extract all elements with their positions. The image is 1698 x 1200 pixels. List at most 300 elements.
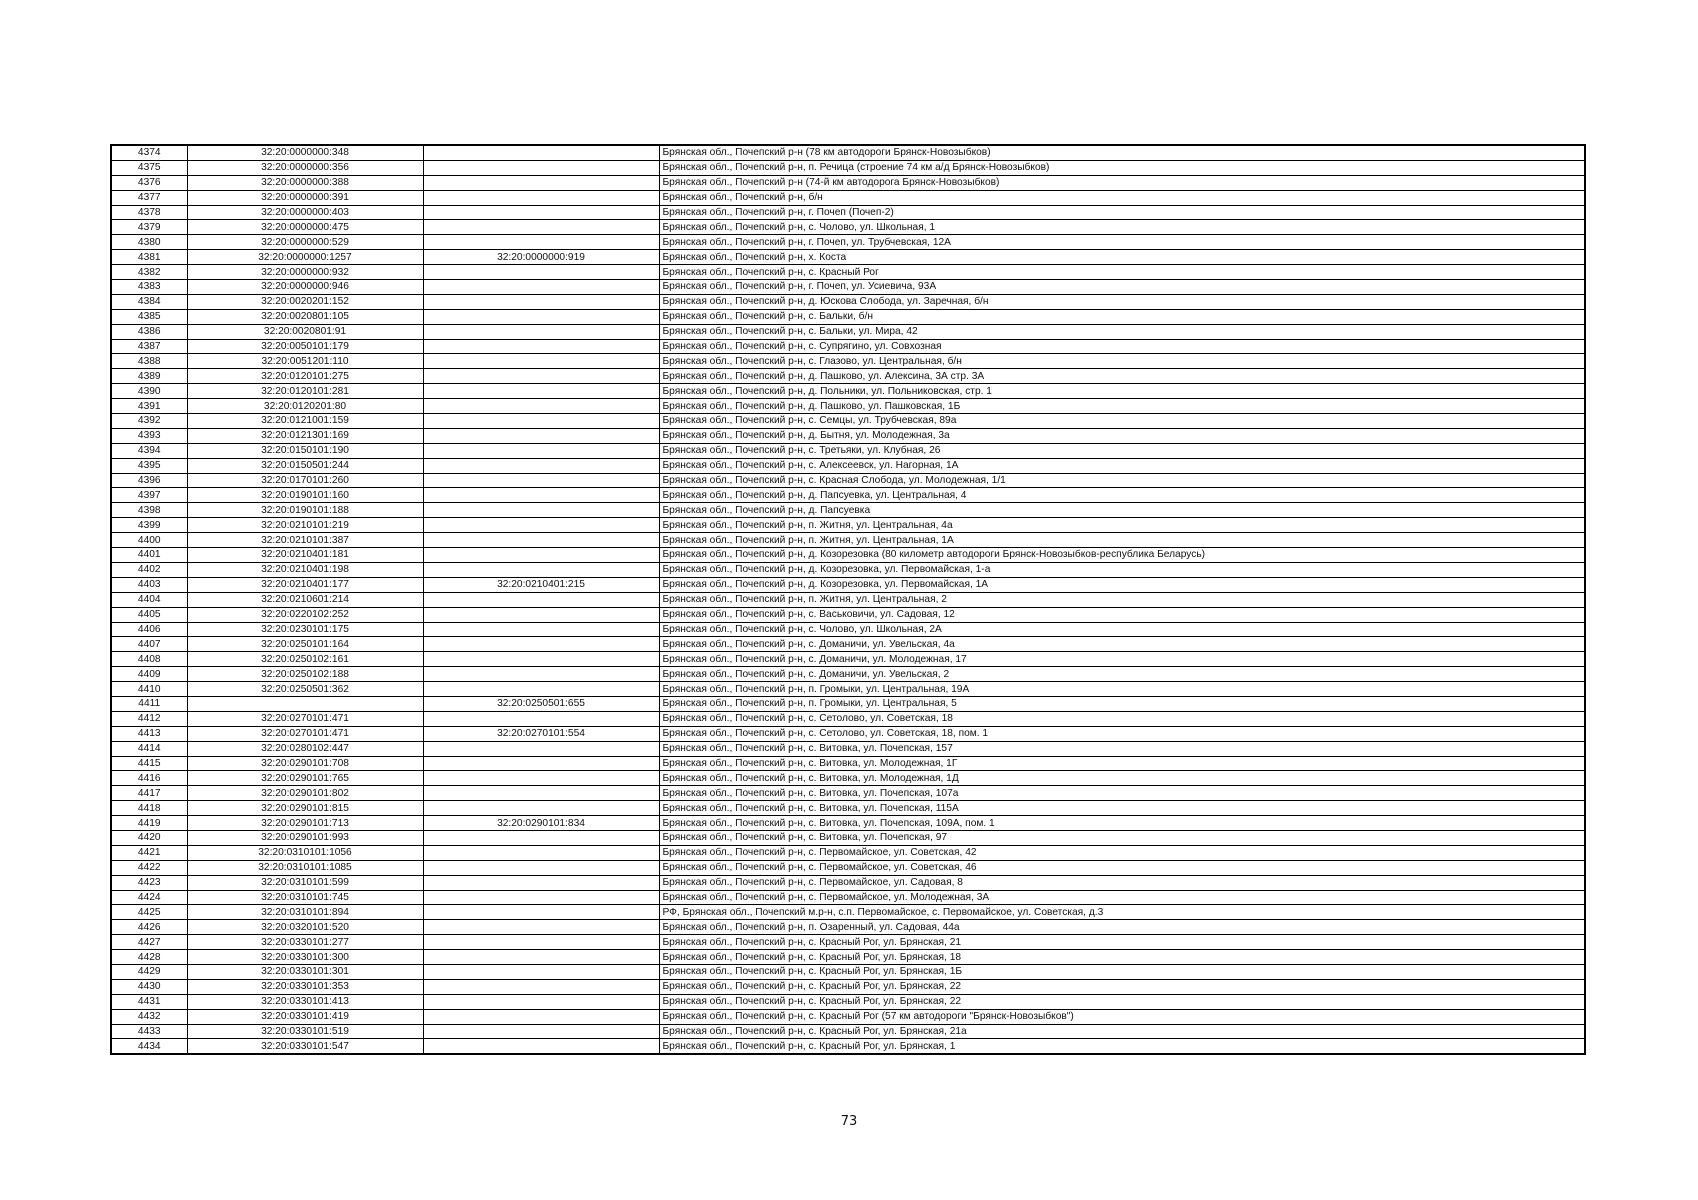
cadastral-number-cell: 32:20:0210101:219 xyxy=(187,518,423,533)
related-cadastral-number-cell: 32:20:0270101:554 xyxy=(423,726,659,741)
row-number-cell: 4387 xyxy=(111,339,187,354)
row-number-cell: 4376 xyxy=(111,175,187,190)
row-number-cell: 4415 xyxy=(111,756,187,771)
table-row xyxy=(111,473,1585,488)
related-cadastral-number-cell xyxy=(423,205,659,220)
table-row xyxy=(111,339,1585,354)
related-cadastral-number-cell xyxy=(423,428,659,443)
address-cell: Брянская обл., Почепский р-н, б/н xyxy=(659,190,1585,205)
row-number-cell: 4389 xyxy=(111,369,187,384)
related-cadastral-number-cell xyxy=(423,562,659,577)
row-number-cell: 4423 xyxy=(111,875,187,890)
related-cadastral-number-cell xyxy=(423,622,659,637)
address-cell: Брянская обл., Почепский р-н, п. Речица (строение 74 км а/д Брянск-Новозыбков) xyxy=(659,160,1585,175)
cadastral-number-cell: 32:20:0330101:277 xyxy=(187,935,423,950)
table-row xyxy=(111,399,1585,414)
related-cadastral-number-cell xyxy=(423,741,659,756)
address-cell: Брянская обл., Почепский р-н, с. Супрягино, ул. Совхозная xyxy=(659,339,1585,354)
related-cadastral-number-cell xyxy=(423,384,659,399)
address-cell: Брянская обл., Почепский р-н, п. Громыки, ул. Центральная, 19А xyxy=(659,682,1585,697)
table-row xyxy=(111,1009,1585,1024)
related-cadastral-number-cell xyxy=(423,503,659,518)
cadastral-number-cell xyxy=(187,696,423,711)
cadastral-number-cell: 32:20:0210401:177 xyxy=(187,577,423,592)
row-number-cell: 4392 xyxy=(111,414,187,429)
table-row xyxy=(111,652,1585,667)
row-number-cell: 4414 xyxy=(111,741,187,756)
row-number-cell: 4409 xyxy=(111,667,187,682)
related-cadastral-number-cell xyxy=(423,830,659,845)
table-row xyxy=(111,190,1585,205)
table-row xyxy=(111,741,1585,756)
cadastral-number-cell: 32:20:0190101:160 xyxy=(187,488,423,503)
row-number-cell: 4394 xyxy=(111,443,187,458)
row-number-cell: 4391 xyxy=(111,399,187,414)
table-row xyxy=(111,592,1585,607)
cadastral-number-cell: 32:20:0310101:745 xyxy=(187,890,423,905)
cadastral-number-cell: 32:20:0190101:188 xyxy=(187,503,423,518)
related-cadastral-number-cell xyxy=(423,414,659,429)
table-row xyxy=(111,324,1585,339)
address-cell: Брянская обл., Почепский р-н, с. Красный Рог, ул. Брянская, 21а xyxy=(659,1024,1585,1039)
cadastral-number-cell: 32:20:0230101:175 xyxy=(187,622,423,637)
table-row xyxy=(111,548,1585,563)
related-cadastral-number-cell xyxy=(423,1039,659,1054)
related-cadastral-number-cell: 32:20:0290101:834 xyxy=(423,816,659,831)
row-number-cell: 4434 xyxy=(111,1039,187,1054)
table-row xyxy=(111,726,1585,741)
related-cadastral-number-cell xyxy=(423,905,659,920)
row-number-cell: 4417 xyxy=(111,786,187,801)
related-cadastral-number-cell xyxy=(423,324,659,339)
cadastral-number-cell: 32:20:0120101:281 xyxy=(187,384,423,399)
row-number-cell: 4383 xyxy=(111,280,187,295)
address-cell: Брянская обл., Почепский р-н (74-й км автодорога Брянск-Новозыбков) xyxy=(659,175,1585,190)
cadastral-number-cell: 32:20:0020801:105 xyxy=(187,309,423,324)
row-number-cell: 4400 xyxy=(111,533,187,548)
row-number-cell: 4398 xyxy=(111,503,187,518)
cadastral-number-cell: 32:20:0170101:260 xyxy=(187,473,423,488)
row-number-cell: 4401 xyxy=(111,548,187,563)
related-cadastral-number-cell xyxy=(423,399,659,414)
table-row xyxy=(111,994,1585,1009)
row-number-cell: 4410 xyxy=(111,682,187,697)
row-number-cell: 4381 xyxy=(111,250,187,265)
related-cadastral-number-cell xyxy=(423,354,659,369)
table-row xyxy=(111,265,1585,280)
row-number-cell: 4388 xyxy=(111,354,187,369)
cadastral-number-cell: 32:20:0250102:161 xyxy=(187,652,423,667)
related-cadastral-number-cell xyxy=(423,339,659,354)
related-cadastral-number-cell xyxy=(423,369,659,384)
cadastral-number-cell: 32:20:0000000:932 xyxy=(187,265,423,280)
cadastral-number-cell: 32:20:0000000:388 xyxy=(187,175,423,190)
cadastral-number-cell: 32:20:0121001:159 xyxy=(187,414,423,429)
related-cadastral-number-cell xyxy=(423,533,659,548)
cadastral-number-cell: 32:20:0210401:198 xyxy=(187,562,423,577)
address-cell: Брянская обл., Почепский р-н, п. Озаренный, ул. Садовая, 44а xyxy=(659,920,1585,935)
cadastral-number-cell: 32:20:0290101:993 xyxy=(187,830,423,845)
cadastral-number-cell: 32:20:0000000:475 xyxy=(187,220,423,235)
table-row xyxy=(111,428,1585,443)
related-cadastral-number-cell xyxy=(423,964,659,979)
table-row xyxy=(111,145,1585,160)
table-row xyxy=(111,533,1585,548)
table-row xyxy=(111,905,1585,920)
row-number-cell: 4397 xyxy=(111,488,187,503)
address-cell: РФ, Брянская обл., Почепский м.р-н, с.п. Первомайское, с. Первомайское, ул. Советская, д.3 xyxy=(659,905,1585,920)
related-cadastral-number-cell xyxy=(423,756,659,771)
address-cell: Брянская обл., Почепский р-н, г. Почеп (Почеп-2) xyxy=(659,205,1585,220)
row-number-cell: 4395 xyxy=(111,458,187,473)
address-cell: Брянская обл., Почепский р-н, х. Коста xyxy=(659,250,1585,265)
table-row xyxy=(111,518,1585,533)
table-row xyxy=(111,711,1585,726)
document-table xyxy=(110,144,1586,1055)
row-number-cell: 4411 xyxy=(111,696,187,711)
address-cell: Брянская обл., Почепский р-н, с. Сетолово, ул. Советская, 18 xyxy=(659,711,1585,726)
related-cadastral-number-cell xyxy=(423,637,659,652)
related-cadastral-number-cell xyxy=(423,860,659,875)
cadastral-number-cell: 32:20:0270101:471 xyxy=(187,711,423,726)
address-cell: Брянская обл., Почепский р-н, с. Доманичи, ул. Молодежная, 17 xyxy=(659,652,1585,667)
row-number-cell: 4384 xyxy=(111,294,187,309)
row-number-cell: 4382 xyxy=(111,265,187,280)
address-cell: Брянская обл., Почепский р-н, г. Почеп, ул. Усиевича, 93А xyxy=(659,280,1585,295)
cadastral-number-cell: 32:20:0330101:353 xyxy=(187,979,423,994)
row-number-cell: 4412 xyxy=(111,711,187,726)
address-cell: Брянская обл., Почепский р-н, с. Витовка, ул. Почепская, 107а xyxy=(659,786,1585,801)
table-row xyxy=(111,771,1585,786)
cadastral-number-cell: 32:20:0020801:91 xyxy=(187,324,423,339)
row-number-cell: 4432 xyxy=(111,1009,187,1024)
row-number-cell: 4390 xyxy=(111,384,187,399)
address-cell: Брянская обл., Почепский р-н, д. Бытня, ул. Молодежная, 3а xyxy=(659,428,1585,443)
row-number-cell: 4421 xyxy=(111,845,187,860)
table-row xyxy=(111,384,1585,399)
row-number-cell: 4428 xyxy=(111,950,187,965)
address-cell: Брянская обл., Почепский р-н, с. Бальки, ул. Мира, 42 xyxy=(659,324,1585,339)
address-cell: Брянская обл., Почепский р-н, с. Красная Слобода, ул. Молодежная, 1/1 xyxy=(659,473,1585,488)
address-cell: Брянская обл., Почепский р-н, с. Чолово, ул. Школьная, 2А xyxy=(659,622,1585,637)
table-row xyxy=(111,1024,1585,1039)
row-number-cell: 4429 xyxy=(111,964,187,979)
related-cadastral-number-cell xyxy=(423,220,659,235)
address-cell: Брянская обл., Почепский р-н (78 км автодороги Брянск-Новозыбков) xyxy=(659,145,1585,160)
address-cell: Брянская обл., Почепский р-н, с. Витовка, ул. Почепская, 157 xyxy=(659,741,1585,756)
cadastral-number-cell: 32:20:0000000:348 xyxy=(187,145,423,160)
row-number-cell: 4396 xyxy=(111,473,187,488)
related-cadastral-number-cell xyxy=(423,607,659,622)
row-number-cell: 4418 xyxy=(111,801,187,816)
row-number-cell: 4426 xyxy=(111,920,187,935)
table-row xyxy=(111,369,1585,384)
address-cell: Брянская обл., Почепский р-н, п. Житня, ул. Центральная, 1А xyxy=(659,533,1585,548)
table-row xyxy=(111,920,1585,935)
address-cell: Брянская обл., Почепский р-н, д. Пашково, ул. Алексина, 3А стр. 3А xyxy=(659,369,1585,384)
address-cell: Брянская обл., Почепский р-н, с. Красный Рог, ул. Брянская, 22 xyxy=(659,994,1585,1009)
table-row xyxy=(111,280,1585,295)
related-cadastral-number-cell xyxy=(423,175,659,190)
table-row xyxy=(111,637,1585,652)
table-row xyxy=(111,503,1585,518)
table-row xyxy=(111,607,1585,622)
address-cell: Брянская обл., Почепский р-н, д. Козорезовка, ул. Первомайская, 1А xyxy=(659,577,1585,592)
table-row xyxy=(111,1039,1585,1054)
cadastral-number-cell: 32:20:0250101:164 xyxy=(187,637,423,652)
table-row xyxy=(111,830,1585,845)
address-cell: Брянская обл., Почепский р-н, с. Красный Рог (57 км автодороги "Брянск-Новозыбков") xyxy=(659,1009,1585,1024)
related-cadastral-number-cell xyxy=(423,979,659,994)
address-cell: Брянская обл., Почепский р-н, д. Папсуевка, ул. Центральная, 4 xyxy=(659,488,1585,503)
table-body xyxy=(111,145,1585,1054)
table-row xyxy=(111,950,1585,965)
address-cell: Брянская обл., Почепский р-н, с. Алексеевск, ул. Нагорная, 1А xyxy=(659,458,1585,473)
row-number-cell: 4419 xyxy=(111,816,187,831)
related-cadastral-number-cell xyxy=(423,890,659,905)
table-row xyxy=(111,250,1585,265)
cadastral-number-cell: 32:20:0270101:471 xyxy=(187,726,423,741)
table-row xyxy=(111,562,1585,577)
row-number-cell: 4407 xyxy=(111,637,187,652)
address-cell: Брянская обл., Почепский р-н, с. Первомайское, ул. Молодежная, 3А xyxy=(659,890,1585,905)
table-row xyxy=(111,860,1585,875)
related-cadastral-number-cell xyxy=(423,190,659,205)
cadastral-number-cell: 32:20:0290101:708 xyxy=(187,756,423,771)
row-number-cell: 4386 xyxy=(111,324,187,339)
cadastral-number-cell: 32:20:0290101:802 xyxy=(187,786,423,801)
table-row xyxy=(111,235,1585,250)
related-cadastral-number-cell xyxy=(423,786,659,801)
address-cell: Брянская обл., Почепский р-н, с. Глазово, ул. Центральная, б/н xyxy=(659,354,1585,369)
cadastral-number-cell: 32:20:0000000:356 xyxy=(187,160,423,175)
table-row xyxy=(111,979,1585,994)
address-cell: Брянская обл., Почепский р-н, с. Первомайское, ул. Советская, 46 xyxy=(659,860,1585,875)
row-number-cell: 4405 xyxy=(111,607,187,622)
cadastral-number-cell: 32:20:0210401:181 xyxy=(187,548,423,563)
cadastral-number-cell: 32:20:0150501:244 xyxy=(187,458,423,473)
table-row xyxy=(111,667,1585,682)
row-number-cell: 4406 xyxy=(111,622,187,637)
cadastral-number-cell: 32:20:0210601:214 xyxy=(187,592,423,607)
table-row xyxy=(111,458,1585,473)
related-cadastral-number-cell xyxy=(423,458,659,473)
address-cell: Брянская обл., Почепский р-н, п. Громыки, ул. Центральная, 5 xyxy=(659,696,1585,711)
address-cell: Брянская обл., Почепский р-н, с. Витовка, ул. Почепская, 97 xyxy=(659,830,1585,845)
row-number-cell: 4424 xyxy=(111,890,187,905)
address-cell: Брянская обл., Почепский р-н, с. Красный Рог xyxy=(659,265,1585,280)
cadastral-number-cell: 32:20:0020201:152 xyxy=(187,294,423,309)
cadastral-number-cell: 32:20:0150101:190 xyxy=(187,443,423,458)
table-row xyxy=(111,622,1585,637)
table-row xyxy=(111,414,1585,429)
cadastral-number-cell: 32:20:0050101:179 xyxy=(187,339,423,354)
related-cadastral-number-cell xyxy=(423,548,659,563)
cadastral-number-cell: 32:20:0000000:391 xyxy=(187,190,423,205)
address-cell: Брянская обл., Почепский р-н, с. Красный Рог, ул. Брянская, 18 xyxy=(659,950,1585,965)
cadastral-number-cell: 32:20:0220102:252 xyxy=(187,607,423,622)
table-row xyxy=(111,696,1585,711)
related-cadastral-number-cell xyxy=(423,652,659,667)
related-cadastral-number-cell xyxy=(423,994,659,1009)
row-number-cell: 4377 xyxy=(111,190,187,205)
address-cell: Брянская обл., Почепский р-н, п. Житня, ул. Центральная, 4а xyxy=(659,518,1585,533)
table-row xyxy=(111,816,1585,831)
cadastral-number-cell: 32:20:0330101:301 xyxy=(187,964,423,979)
address-cell: Брянская обл., Почепский р-н, с. Доманичи, ул. Увельская, 4а xyxy=(659,637,1585,652)
page-number: 73 xyxy=(840,1114,858,1129)
related-cadastral-number-cell xyxy=(423,682,659,697)
table-row xyxy=(111,756,1585,771)
related-cadastral-number-cell xyxy=(423,235,659,250)
address-cell: Брянская обл., Почепский р-н, с. Васьковичи, ул. Садовая, 12 xyxy=(659,607,1585,622)
row-number-cell: 4413 xyxy=(111,726,187,741)
address-cell: Брянская обл., Почепский р-н, д. Папсуевка xyxy=(659,503,1585,518)
row-number-cell: 4430 xyxy=(111,979,187,994)
cadastral-number-cell: 32:20:0000000:529 xyxy=(187,235,423,250)
related-cadastral-number-cell xyxy=(423,875,659,890)
address-cell: Брянская обл., Почепский р-н, с. Семцы, ул. Трубчевская, 89а xyxy=(659,414,1585,429)
cadastral-number-cell: 32:20:0000000:946 xyxy=(187,280,423,295)
related-cadastral-number-cell xyxy=(423,950,659,965)
table-row xyxy=(111,294,1585,309)
row-number-cell: 4378 xyxy=(111,205,187,220)
cadastral-number-cell: 32:20:0051201:110 xyxy=(187,354,423,369)
cadastral-number-cell: 32:20:0250102:188 xyxy=(187,667,423,682)
related-cadastral-number-cell xyxy=(423,1024,659,1039)
address-cell: Брянская обл., Почепский р-н, с. Чолово, ул. Школьная, 1 xyxy=(659,220,1585,235)
table-row xyxy=(111,845,1585,860)
address-cell: Брянская обл., Почепский р-н, с. Красный Рог, ул. Брянская, 22 xyxy=(659,979,1585,994)
related-cadastral-number-cell xyxy=(423,280,659,295)
table-row xyxy=(111,309,1585,324)
table-row xyxy=(111,443,1585,458)
related-cadastral-number-cell xyxy=(423,711,659,726)
address-cell: Брянская обл., Почепский р-н, с. Первомайское, ул. Садовая, 8 xyxy=(659,875,1585,890)
table-row xyxy=(111,354,1585,369)
related-cadastral-number-cell xyxy=(423,667,659,682)
related-cadastral-number-cell: 32:20:0250501:655 xyxy=(423,696,659,711)
cadastral-number-cell: 32:20:0290101:713 xyxy=(187,816,423,831)
cadastral-number-cell: 32:20:0120201:80 xyxy=(187,399,423,414)
address-cell: Брянская обл., Почепский р-н, с. Витовка, ул. Молодежная, 1Г xyxy=(659,756,1585,771)
table-row xyxy=(111,935,1585,950)
address-cell: Брянская обл., Почепский р-н, п. Житня, ул. Центральная, 2 xyxy=(659,592,1585,607)
related-cadastral-number-cell xyxy=(423,920,659,935)
cadastral-number-cell: 32:20:0310101:1085 xyxy=(187,860,423,875)
row-number-cell: 4393 xyxy=(111,428,187,443)
cadastral-number-cell: 32:20:0330101:547 xyxy=(187,1039,423,1054)
row-number-cell: 4416 xyxy=(111,771,187,786)
row-number-cell: 4379 xyxy=(111,220,187,235)
cadastral-number-cell: 32:20:0310101:599 xyxy=(187,875,423,890)
cadastral-number-cell: 32:20:0000000:403 xyxy=(187,205,423,220)
cadastral-number-cell: 32:20:0330101:519 xyxy=(187,1024,423,1039)
cadastral-number-cell: 32:20:0210101:387 xyxy=(187,533,423,548)
cadastral-number-cell: 32:20:0290101:765 xyxy=(187,771,423,786)
cadastral-number-cell: 32:20:0000000:1257 xyxy=(187,250,423,265)
table-row xyxy=(111,801,1585,816)
related-cadastral-number-cell xyxy=(423,294,659,309)
row-number-cell: 4402 xyxy=(111,562,187,577)
cadastral-number-cell: 32:20:0121301:169 xyxy=(187,428,423,443)
table-row xyxy=(111,160,1585,175)
related-cadastral-number-cell xyxy=(423,771,659,786)
related-cadastral-number-cell: 32:20:0210401:215 xyxy=(423,577,659,592)
address-cell: Брянская обл., Почепский р-н, с. Красный Рог, ул. Брянская, 1Б xyxy=(659,964,1585,979)
related-cadastral-number-cell: 32:20:0000000:919 xyxy=(423,250,659,265)
related-cadastral-number-cell xyxy=(423,443,659,458)
related-cadastral-number-cell xyxy=(423,592,659,607)
address-cell: Брянская обл., Почепский р-н, д. Козорезовка, ул. Первомайская, 1-а xyxy=(659,562,1585,577)
table-row xyxy=(111,682,1585,697)
address-cell: Брянская обл., Почепский р-н, с. Витовка, ул. Почепская, 115А xyxy=(659,801,1585,816)
row-number-cell: 4403 xyxy=(111,577,187,592)
row-number-cell: 4427 xyxy=(111,935,187,950)
address-cell: Брянская обл., Почепский р-н, с. Витовка, ул. Молодежная, 1Д xyxy=(659,771,1585,786)
address-cell: Брянская обл., Почепский р-н, с. Витовка, ул. Почепская, 109А, пом. 1 xyxy=(659,816,1585,831)
row-number-cell: 4408 xyxy=(111,652,187,667)
table-row xyxy=(111,488,1585,503)
table-row xyxy=(111,964,1585,979)
cadastral-number-cell: 32:20:0330101:300 xyxy=(187,950,423,965)
row-number-cell: 4375 xyxy=(111,160,187,175)
address-cell: Брянская обл., Почепский р-н, с. Красный Рог, ул. Брянская, 21 xyxy=(659,935,1585,950)
row-number-cell: 4385 xyxy=(111,309,187,324)
address-cell: Брянская обл., Почепский р-н, с. Третьяки, ул. Клубная, 26 xyxy=(659,443,1585,458)
row-number-cell: 4422 xyxy=(111,860,187,875)
address-cell: Брянская обл., Почепский р-н, с. Сетолово, ул. Советская, 18, пом. 1 xyxy=(659,726,1585,741)
related-cadastral-number-cell xyxy=(423,309,659,324)
row-number-cell: 4431 xyxy=(111,994,187,1009)
related-cadastral-number-cell xyxy=(423,145,659,160)
row-number-cell: 4380 xyxy=(111,235,187,250)
row-number-cell: 4420 xyxy=(111,830,187,845)
table-row xyxy=(111,786,1585,801)
related-cadastral-number-cell xyxy=(423,518,659,533)
table-row xyxy=(111,577,1585,592)
related-cadastral-number-cell xyxy=(423,801,659,816)
address-cell: Брянская обл., Почепский р-н, с. Первомайское, ул. Советская, 42 xyxy=(659,845,1585,860)
table-row xyxy=(111,220,1585,235)
row-number-cell: 4374 xyxy=(111,145,187,160)
address-cell: Брянская обл., Почепский р-н, д. Козорезовка (80 километр автодороги Брянск-Новозыбков-республика Беларусь) xyxy=(659,548,1585,563)
related-cadastral-number-cell xyxy=(423,845,659,860)
cadastral-number-cell: 32:20:0330101:419 xyxy=(187,1009,423,1024)
address-cell: Брянская обл., Почепский р-н, д. Юскова Слобода, ул. Заречная, б/н xyxy=(659,294,1585,309)
related-cadastral-number-cell xyxy=(423,473,659,488)
cadastral-number-cell: 32:20:0330101:413 xyxy=(187,994,423,1009)
table-row xyxy=(111,205,1585,220)
related-cadastral-number-cell xyxy=(423,1009,659,1024)
related-cadastral-number-cell xyxy=(423,160,659,175)
cadastral-number-cell: 32:20:0290101:815 xyxy=(187,801,423,816)
cadastral-number-cell: 32:20:0250501:362 xyxy=(187,682,423,697)
address-cell: Брянская обл., Почепский р-н, с. Красный Рог, ул. Брянская, 1 xyxy=(659,1039,1585,1054)
cadastral-number-cell: 32:20:0310101:1056 xyxy=(187,845,423,860)
table-row xyxy=(111,175,1585,190)
related-cadastral-number-cell xyxy=(423,488,659,503)
row-number-cell: 4404 xyxy=(111,592,187,607)
row-number-cell: 4399 xyxy=(111,518,187,533)
related-cadastral-number-cell xyxy=(423,265,659,280)
row-number-cell: 4425 xyxy=(111,905,187,920)
row-number-cell: 4433 xyxy=(111,1024,187,1039)
table-row xyxy=(111,890,1585,905)
cadastral-number-cell: 32:20:0120101:275 xyxy=(187,369,423,384)
table-row xyxy=(111,875,1585,890)
address-cell: Брянская обл., Почепский р-н, с. Доманичи, ул. Увельская, 2 xyxy=(659,667,1585,682)
